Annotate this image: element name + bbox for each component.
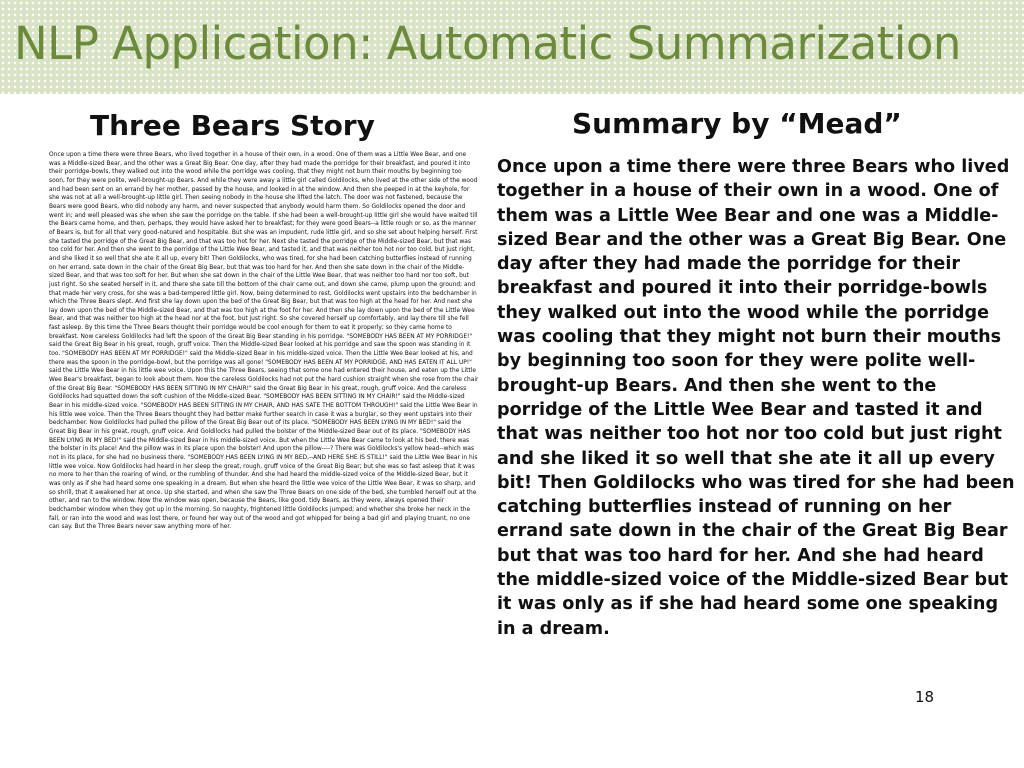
summary-heading: Summary by “Mead” — [572, 107, 902, 140]
summary-text: Once upon a time there were three Bears who lived together in a house of their own in a wood. One of them was a Little Wee Bear and one was a Middle-sized Bear and the other was a Great Big Bear. One day after they had made the porridge for their breakfast and poured it into their porridge-bowls they walked out into the wood while the porridge was cooling that they might not burn their mouths by beginning too soon for they were polite well-brought-up Bears. And then she went to the porridge of the Little Wee Bear and tasted it and that was neither too hot nor too cold but just right and she liked it so well that she ate it all up every bit! Then Goldilocks who was tired for she had been catching butterflies instead of running on her errand sate down in the chair of the Great Big Bear but that was too hard for her. And she had heard the middle-sized voice of the Middle-sized Bear but it was only as if she had heard some one speaking in a dream. — [497, 157, 1015, 639]
story-text: Once upon a time there were three Bears, who lived together in a house of their own, in a wood. One of them was a Little Wee Bear, and one was a Middle-sized Bear, and the other was a Great Big Bear. One day, after they had made the porridge for their breakfast, and poured it into their porridge-bowls, they walked out into the wood while the porridge was cooling, that they might not burn their mouths by beginning too soon, for they were polite, well-brought-up Bears. And while they were away a little girl called Goldilocks, who lived at the other side of the wood and had been sent on an errand by her mother, passed by the house, and looked in at the window. And then she peeped in at the keyhole, for she was not at all a well-brought-up little girl. Then seeing nobody in the house she lifted the latch. The door was not fastened, because the Bears were good Bears, who did nobody any harm, and never suspected that anybody would harm them. So Goldilocks opened the door and went in; and well pleased was she when she saw the porridge on the table. If she had been a well-brought-up little girl she would have waited till the Bears came home, and then, perhaps, they would have asked her to breakfast; for they were good Bears--a little rough or so, as the manner of Bears is, but for all that very good-natured and hospitable. But she was an impudent, rude little girl, and so she set about helping herself. First she tasted the porridge of the Great Big Bear, and that was too hot for her. Next she tasted the porridge of the Middle-sized Bear, but that was too cold for her. And then she went to the porridge of the Little Wee Bear, and tasted it, and that was neither too hot nor too cold, but just right, and she liked it so well that she ate it all up, every bit! Then Goldilocks, who was tired, for she had been catching butterflies instead of running on her errand, sate down in the chair of the Great Big Bear, but that was too hard for her. And then she sate down in the chair of the Middle-sized Bear, and that was too soft for her. But when she sat down in the chair of the Little Wee Bear, that was neither too hard nor too soft, but just right. So she seated herself in it, and there she sate till the bottom of the chair came out, and down she came, plump upon the ground; and that made her very cross, for she was a bad-tempered little girl. Now, being determined to rest, Goldilocks went upstairs into the bedchamber in which the Three Bears slept. And first she lay down upon the bed of the Great Big Bear, but that was too high at the head for her. And next she lay down upon the bed of the Middle-sized Bear, and that was too high at the foot for her. And then she lay down upon the bed of the Little Wee Bear, and that was neither too high at the head nor at the foot, but just right. So she covered herself up comfortably, and lay there till she fell fast asleep. By this time the Three Bears thought their porridge would be cool enough for them to eat it properly; so they came home to breakfast. Now careless Goldilocks had left the spoon of the Great Big Bear standing in his porridge. "SOMEBODY HAS BEEN AT MY PORRIDGE!" said the Great Big Bear in his great, rough, gruff voice. Then the Middle-sized Bear looked at his porridge and saw the spoon was standing in it too. "SOMEBODY HAS BEEN AT MY PORRIDGE!" said the Middle-sized Bear in his middle-sized voice. Then the Little Wee Bear looked at his, and there was the spoon in the porridge-bowl, but the porridge was all gone! "SOMEBODY HAS BEEN AT MY PORRIDGE, AND HAS EATEN IT ALL UP!" said the Little Wee Bear in his little wee voice. Upon this the Three Bears, seeing that some one had entered their house, and eaten up the Little Wee Bear's breakfast, began to look about them. Now the careless Goldilocks had not put the hard cushion straight when she rose from the chair of the Great Big Bear. "SOMEBODY HAS BEEN SITTING IN MY CHAIR!" said the Great Big Bear in his great, rough, gruff voice. And the careless Goldilocks had squatted down the soft cushion of the Middle-sized Bear. "SOMEBODY HAS BEEN SITTING IN MY CHAIR!" said the Middle-sized Bear in his middle-sized voice. "SOMEBODY HAS BEEN SITTING IN MY CHAIR, AND HAS SATE THE BOTTOM THROUGH!" said the Little Wee Bear in his little wee voice. Then the Three Bears thought they had better make further search in case it was a burglar, so they went upstairs into their bedchamber. Now Goldilocks had pulled the pillow of the Great Big Bear out of its place. "SOMEBODY HAS BEEN LYING IN MY BED!" said the Great Big Bear in his great, rough, gruff voice. And Goldilocks had pulled the bolster of the Middle-sized Bear out of its place. "SOMEBODY HAS BEEN LYING IN MY BED!" said the Middle-sized Bear in his middle-sized voice. But when the Little Wee Bear came to look at his bed, there was the bolster in its place! And the pillow was in its place upon the bolster! And upon the pillow----? There was Goldilocks's yellow head--which was not in its place, for she had no business there. "SOMEBODY HAS BEEN LYING IN MY BED,--AND HERE SHE IS STILL!" said the Little Wee Bear in his little wee voice. Now Goldilocks had heard in her sleep the great, rough, gruff voice of the Great Big Bear; but she was so fast asleep that it was no more to her than the roaring of wind, or the rumbling of thunder. And she had heard the middle-sized voice of the Middle-sized Bear, but it was only as if she had heard some one speaking in a dream. But when she heard the little wee voice of the Little Wee Bear, it was so sharp, and so shrill, that it awakened her at once. Up she started, and when she saw the Three Bears on one side of the bed, she tumbled herself out at the other, and ran to the window. Now the window was open, because the Bears, like good, tidy Bears, as they were, always opened their bedchamber window when they got up in the morning. So naughty, frightened little Goldilocks jumped; and whether she broke her neck in the fall, or ran into the wood and was lost there, or found her way out of the wood and got whipped for being a bad girl and playing truant, no one can say. But the Three Bears never saw anything more of her. — [49, 152, 479, 531]
story-heading: Three Bears Story — [90, 109, 375, 142]
title-bar — [0, 0, 1024, 94]
slide-title: NLP Application: Automatic Summarization — [14, 17, 961, 70]
page-number: 18 — [915, 688, 935, 706]
